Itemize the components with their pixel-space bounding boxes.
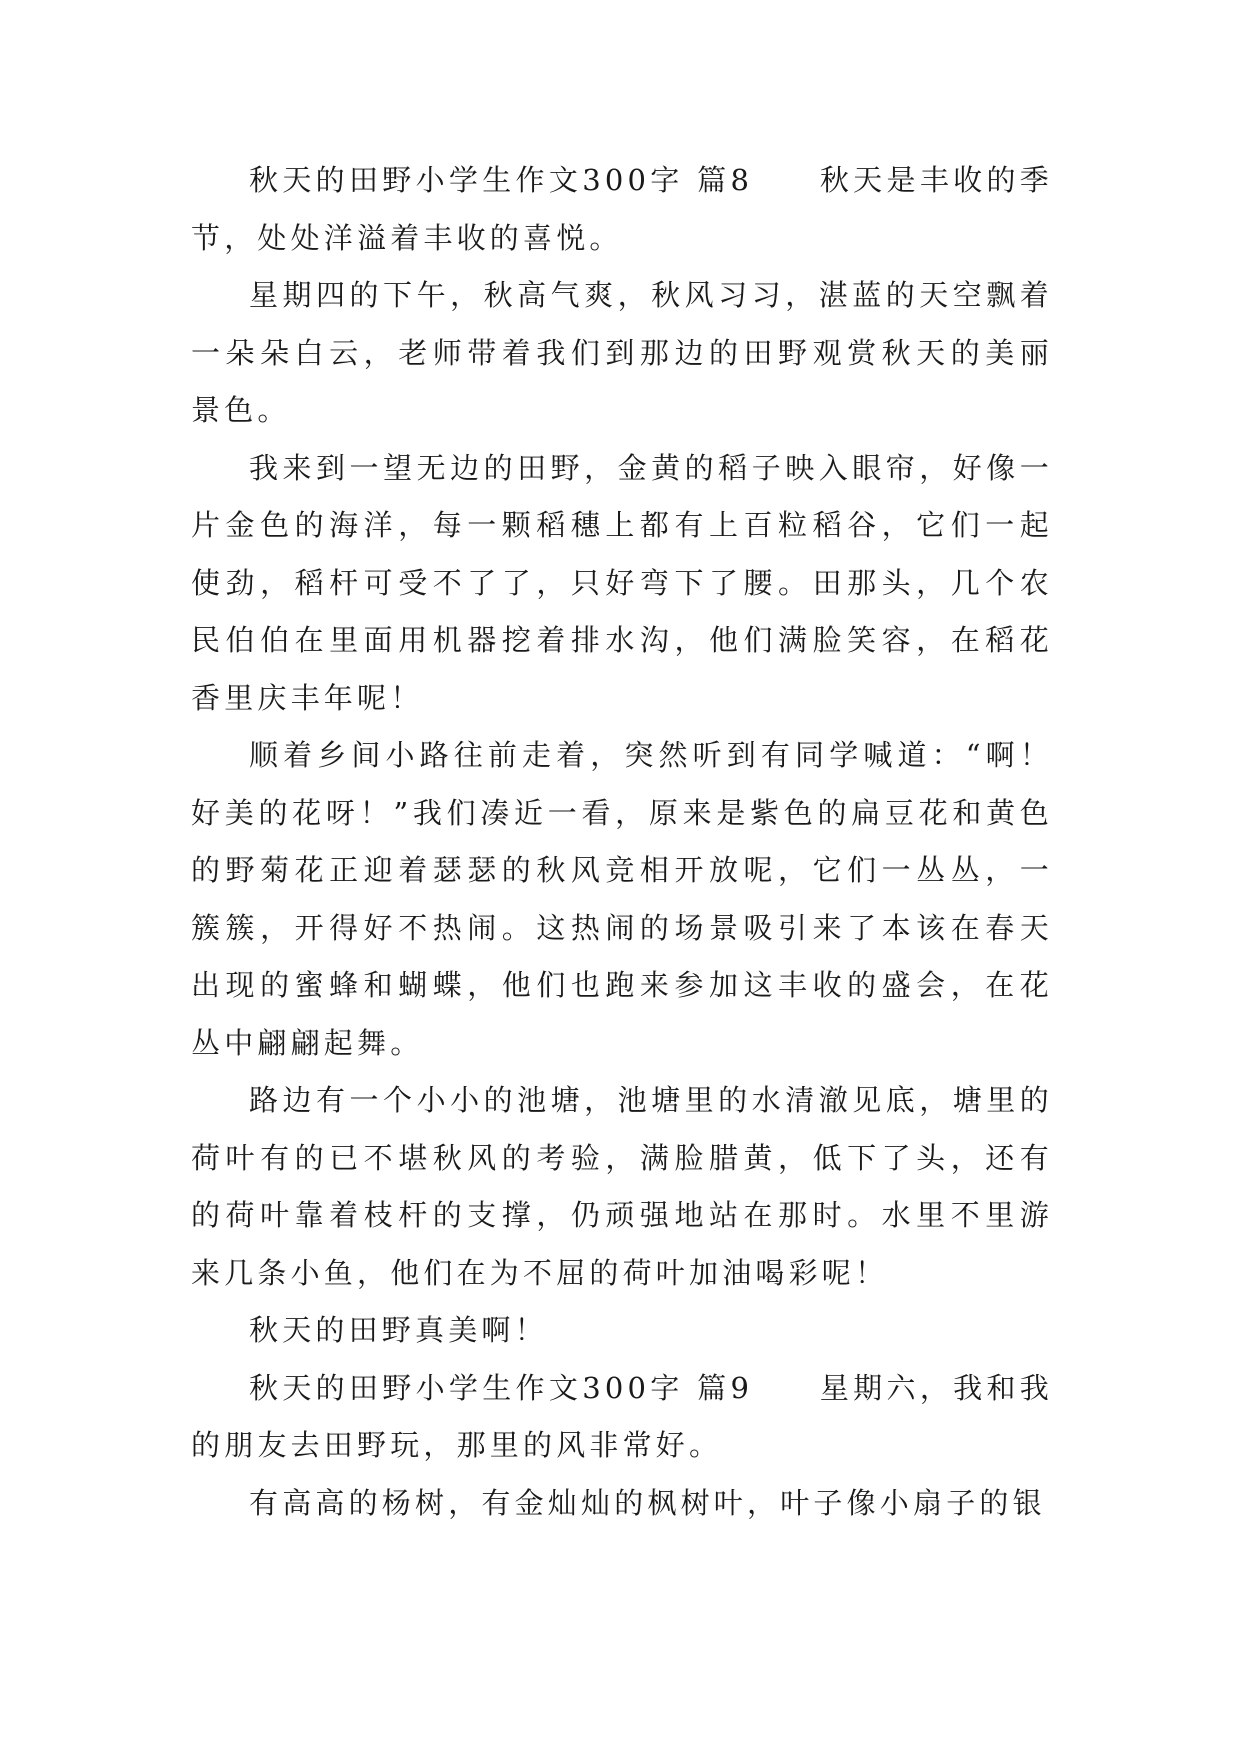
- paragraph-thursday-afternoon: 星期四的下午，秋高气爽，秋风习习，湛蓝的天空飘着一朵朵白云，老师带着我们到那边的田野观赏秋天的美丽景色。: [191, 278, 1053, 427]
- paragraph-essay-8-title: 秋天的田野小学生作文300字 篇8 秋天是丰收的季节，处处洋溢着丰收的喜悦。: [191, 163, 1053, 255]
- paragraph-poplar-trees: 有高高的杨树，有金灿灿的枫树叶，叶子像小扇子的银: [249, 1485, 1046, 1520]
- paragraph-country-road-flowers: 顺着乡间小路往前走着，突然听到有同学喊道：“啊！好美的花呀！”我们凑近一看，原来是紫色的扁豆花和黄色的野菊花正迎着瑟瑟的秋风竞相开放呢，它们一丛丛，一簇簇，开得好不热闹。这热闹的场景吸引来了本该在春天出现的蜜蜂和蝴蝶，他们也跑来参加这丰收的盛会，在花丛中翩翩起舞。: [191, 738, 1053, 1060]
- essay-body: [191, 152, 1053, 1532]
- paragraph-roadside-pond: 路边有一个小小的池塘，池塘里的水清澈见底，塘里的荷叶有的已不堪秋风的考验，满脸腊黄，低下了头，还有的荷叶靠着枝杆的支撑，仍顽强地站在那时。水里不里游来几条小鱼，他们在为不屈的荷叶加油喝彩呢！: [191, 1083, 1053, 1290]
- paragraph-golden-rice-field: 我来到一望无边的田野，金黄的稻子映入眼帘，好像一片金色的海洋，每一颗稻穗上都有上百粒稻谷，它们一起使劲，稻杆可受不了了，只好弯下了腰。田那头，几个农民伯伯在里面用机器挖着排水沟，他们满脸笑容，在稻花香里庆丰年呢！: [191, 450, 1053, 715]
- paragraph-essay-9-title: 秋天的田野小学生作文300字 篇9 星期六，我和我的朋友去田野玩，那里的风非常好。: [191, 1370, 1053, 1462]
- paragraph-closing: 秋天的田野真美啊！: [249, 1313, 548, 1347]
